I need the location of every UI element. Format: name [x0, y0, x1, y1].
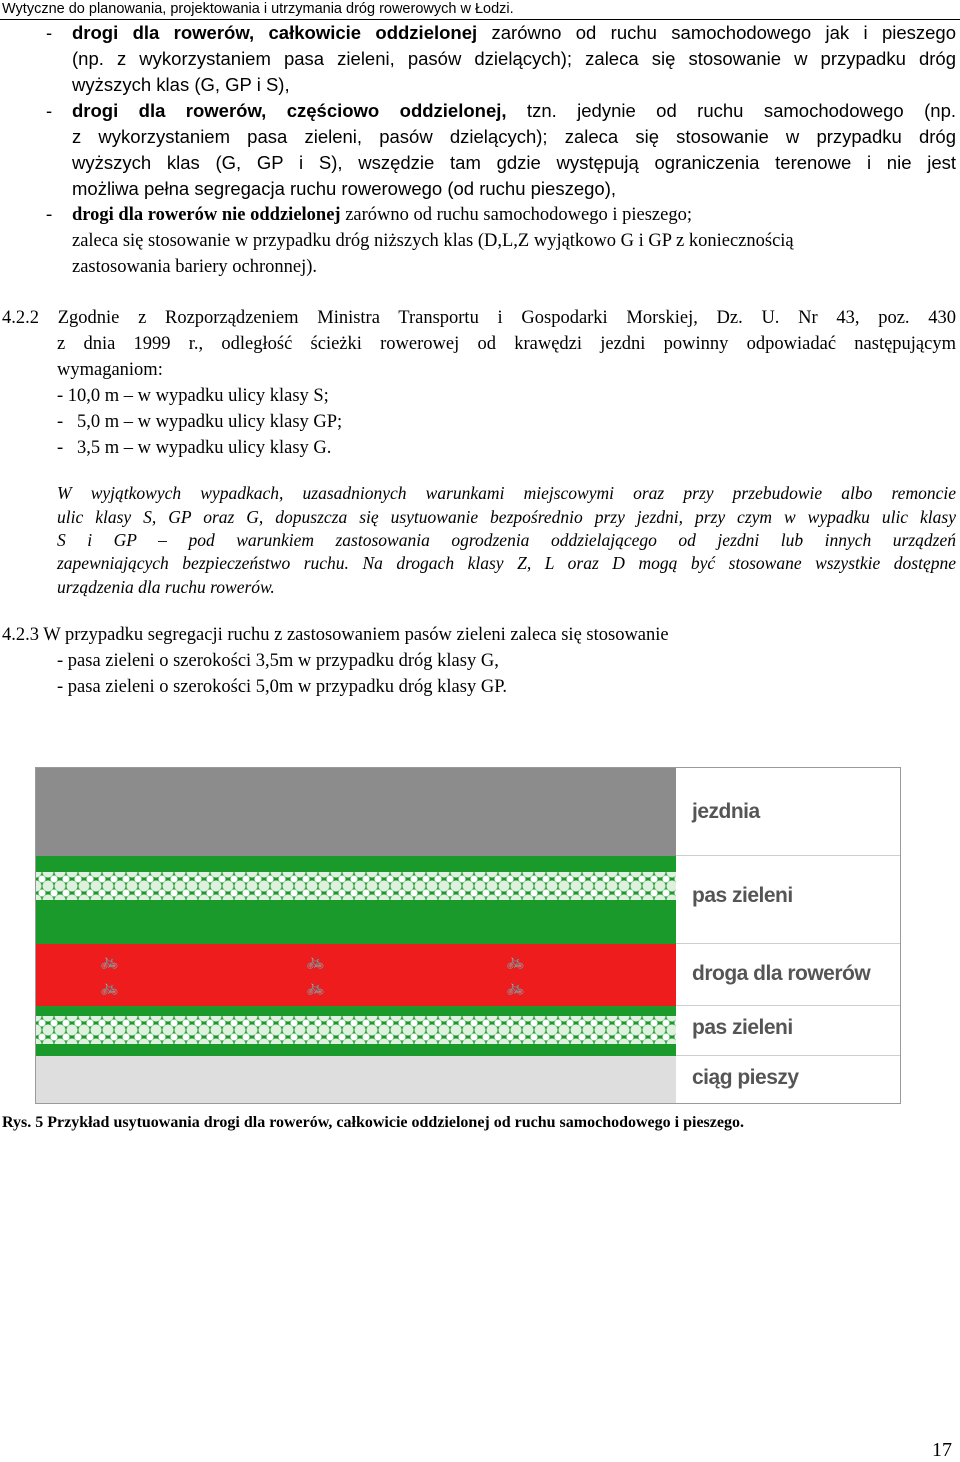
bullet-2-line-1: drogi dla rowerów, częściowo oddzielonej, tzn. jedynie od ruchu samochodowego (np.: [72, 100, 956, 121]
italic-note-line-2: ulic klasy S, GP oraz G, dopuszcza się usytuowanie bezpośrednio przy jezdni, przy czym w wypadku ulic klasy: [57, 507, 956, 527]
bicycle-icon: 🚲: [506, 952, 525, 970]
bullet-3-line-2: zaleca się stosowanie w przypadku dróg niższych klas (D,L,Z wyjątkowo G i GP z koniecznością: [72, 231, 794, 251]
bullet-1-line-2: (np. z wykorzystaniem pasa zieleni, pasów dzielących); zaleca się stosowanie w przypadku dróg: [72, 48, 956, 69]
footway-band: [36, 1056, 676, 1104]
label-bike-path: droga dla rowerów: [676, 944, 901, 1006]
bullet-dash: -: [46, 100, 53, 121]
bicycle-icon: 🚲: [100, 952, 119, 970]
section-4-2-2-item-gp: - 5,0 m – w wypadku ulicy klasy GP;: [57, 412, 343, 432]
bullet-1-line-3: wyższych klas (G, GP i S),: [72, 74, 290, 95]
bicycle-icon: 🚲: [306, 952, 325, 970]
bullet-3-line-3: zastosowania bariery ochronnej).: [72, 257, 318, 277]
running-header: Wytyczne do planowania, projektowania i utrzymania dróg rowerowych w Łodzi.: [2, 1, 514, 17]
section-4-2-3-item-g: - pasa zieleni o szerokości 3,5m w przypadku dróg klasy G,: [57, 651, 499, 671]
figure-caption: Rys. 5 Przykład usytuowania drogi dla rowerów, całkowicie oddzielonej od ruchu samochodowego i pieszego.: [2, 1114, 744, 1131]
italic-note-line-5: urządzenia dla ruchu rowerów.: [57, 577, 275, 597]
hedge-pattern: [36, 872, 676, 900]
section-4-2-3-item-gp: - pasa zieleni o szerokości 5,0m w przypadku dróg klasy GP.: [57, 677, 508, 697]
bullet-2-line-2: z wykorzystaniem pasa zieleni, pasów dzielących); zaleca się stosowanie w przypadku dróg: [72, 126, 956, 147]
italic-note-line-4: zapewniających bezpieczeństwo ruchu. Na drogach klasy Z, L oraz D mogą być stosowane wszystkie dostępne: [57, 553, 956, 573]
bullet-2-term: drogi dla rowerów, częściowo oddzielonej,: [72, 100, 507, 121]
bullet-dash: -: [46, 22, 53, 43]
section-4-2-2-item-s: - 10,0 m – w wypadku ulicy klasy S;: [57, 386, 329, 406]
bicycle-icon: 🚲: [306, 978, 325, 996]
section-4-2-3-line-1: 4.2.3 W przypadku segregacji ruchu z zastosowaniem pasów zieleni zaleca się stosowanie: [2, 625, 669, 645]
bullet-1-line-1: drogi dla rowerów, całkowicie oddzielonej zarówno od ruchu samochodowego jak i pieszego: [72, 22, 956, 43]
road-band: [36, 768, 676, 856]
bicycle-icon: 🚲: [506, 978, 525, 996]
green-strip-band-2: [36, 1006, 676, 1056]
cross-section-figure: [35, 767, 901, 1104]
green-strip-band-1: [36, 856, 676, 944]
bullet-3-term: drogi dla rowerów nie oddzielonej: [72, 205, 341, 225]
bullet-dash: -: [46, 205, 53, 225]
bicycle-icon: 🚲: [100, 978, 119, 996]
italic-note-line-1: W wyjątkowych wypadkach, uzasadnionych warunkami miejscowymi oraz przy przebudowie albo remoncie: [57, 483, 956, 503]
label-green-strip-1: pas zieleni: [676, 856, 901, 944]
bullet-3-line-1: drogi dla rowerów nie oddzielonej zarówno od ruchu samochodowego i pieszego;: [72, 205, 692, 225]
bullet-1-term: drogi dla rowerów, całkowicie oddzielonej: [72, 22, 478, 43]
section-4-2-2-line-1: 4.2.2 Zgodnie z Rozporządzeniem Ministra Transportu i Gospodarki Morskiej, Dz. U. Nr 43, poz. 430: [2, 308, 956, 328]
section-4-2-2-line-2: z dnia 1999 r., odległość ścieżki rowerowej od krawędzi jezdni powinny odpowiadać następującym: [57, 334, 956, 354]
section-4-2-2-item-g: - 3,5 m – w wypadku ulicy klasy G.: [57, 438, 332, 458]
section-4-2-2-line-3: wymaganiom:: [57, 360, 163, 380]
italic-note-line-3: S i GP – pod warunkiem zastosowania ogrodzenia oddzielającego od jezdni lub innych urządzeń: [57, 530, 956, 550]
bullet-2-line-4: możliwa pełna segregacja ruchu rowerowego (od ruchu pieszego),: [72, 178, 616, 199]
label-green-strip-2: pas zieleni: [676, 1006, 901, 1056]
label-footway: ciąg pieszy: [676, 1056, 901, 1104]
label-road: jezdnia: [676, 768, 901, 856]
bullet-2-line-3: wyższych klas (G, GP i S), wszędzie tam gdzie występują ograniczenia terenowe i nie jest: [72, 152, 956, 173]
hedge-pattern: [36, 1016, 676, 1044]
page-number: 17: [932, 1439, 952, 1461]
bike-path-band: [36, 944, 676, 1006]
